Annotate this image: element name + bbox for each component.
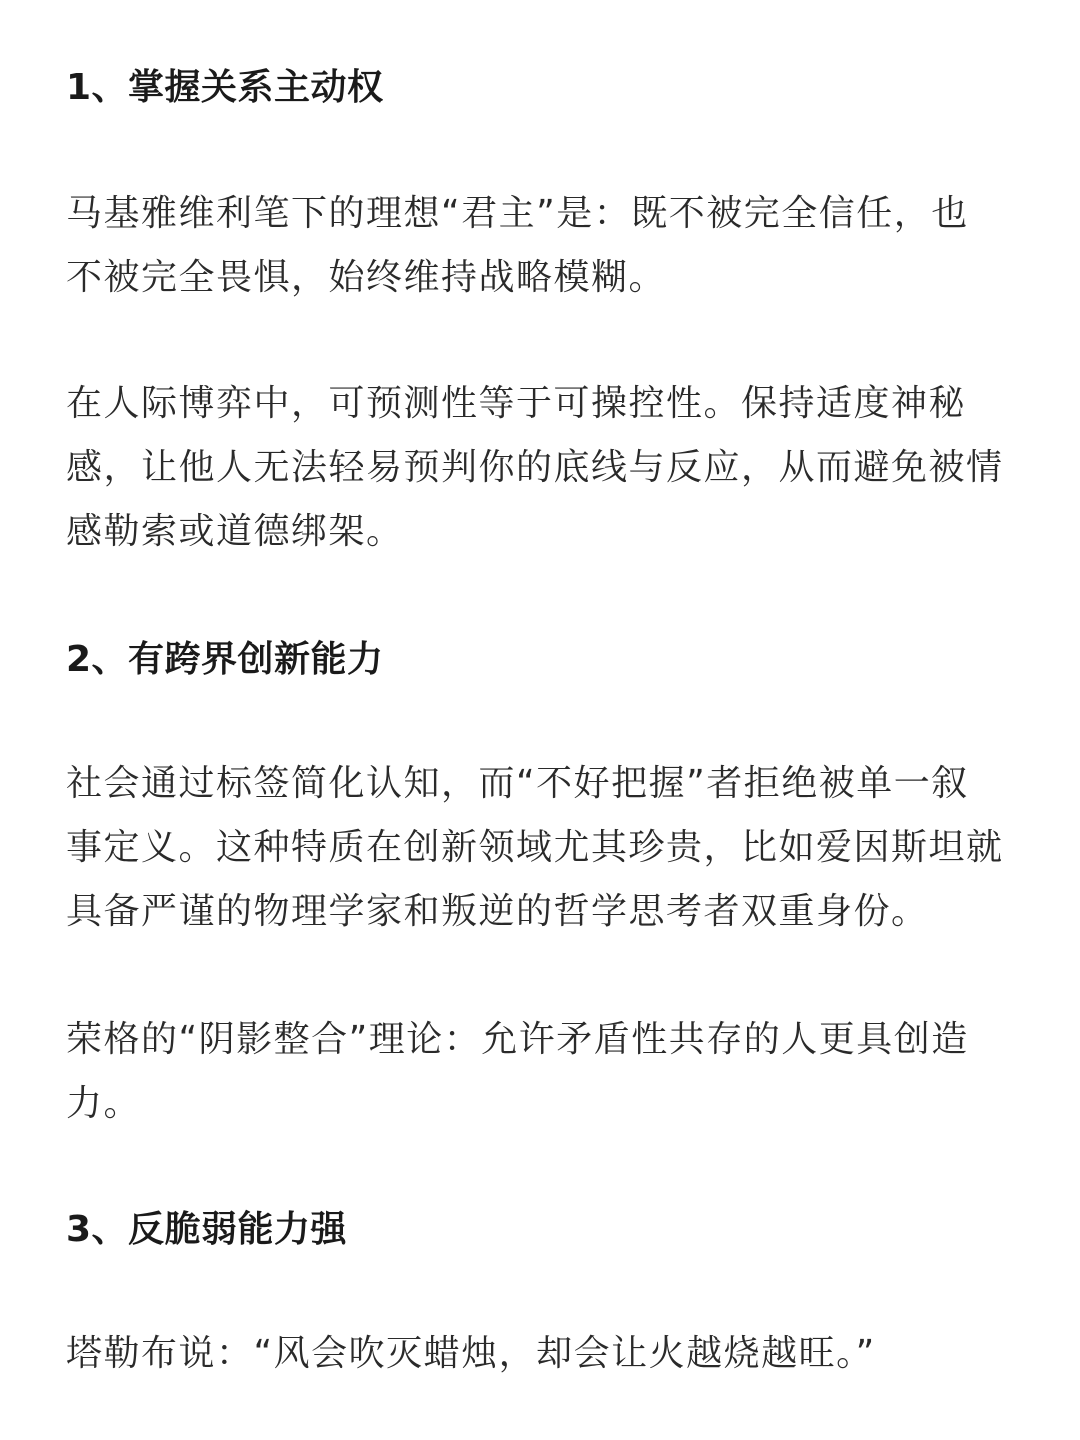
paragraph-3-1	[66, 1322, 1026, 1386]
section-heading-3: 3、反脆弱能力强	[66, 1209, 348, 1250]
paragraph-line: 感勒索或道德绑架。	[66, 511, 404, 552]
paragraph-1-1	[66, 182, 1026, 310]
paragraph-line: 塔勒布说：“风会吹灭蜡烛，却会让火越烧越旺。”	[66, 1333, 876, 1374]
paragraph-1-2	[66, 372, 1026, 564]
paragraph-line: 荣格的“阴影整合”理论：允许矛盾性共存的人更具创造	[66, 1019, 969, 1060]
paragraph-line: 马基雅维利笔下的理想“君主”是：既不被完全信任，也	[66, 193, 969, 234]
paragraph-line: 事定义。这种特质在创新领域尤其珍贵，比如爱因斯坦就	[66, 827, 1004, 868]
section-heading-2: 2、有跨界创新能力	[66, 639, 384, 680]
paragraph-2-1	[66, 752, 1026, 944]
paragraph-line: 感，让他人无法轻易预判你的底线与反应，从而避免被情	[66, 447, 1004, 488]
paragraph-line: 力。	[66, 1083, 142, 1124]
paragraph-2-2	[66, 1008, 1026, 1136]
paragraph-line: 不被完全畏惧，始终维持战略模糊。	[66, 257, 667, 298]
paragraph-line: 社会通过标签简化认知，而“不好把握”者拒绝被单一叙	[66, 763, 969, 804]
paragraph-line: 具备严谨的物理学家和叛逆的哲学思考者双重身份。	[66, 891, 929, 932]
section-heading-1: 1、掌握关系主动权	[66, 67, 384, 108]
paragraph-line: 在人际博弈中，可预测性等于可操控性。保持适度神秘	[66, 383, 967, 424]
